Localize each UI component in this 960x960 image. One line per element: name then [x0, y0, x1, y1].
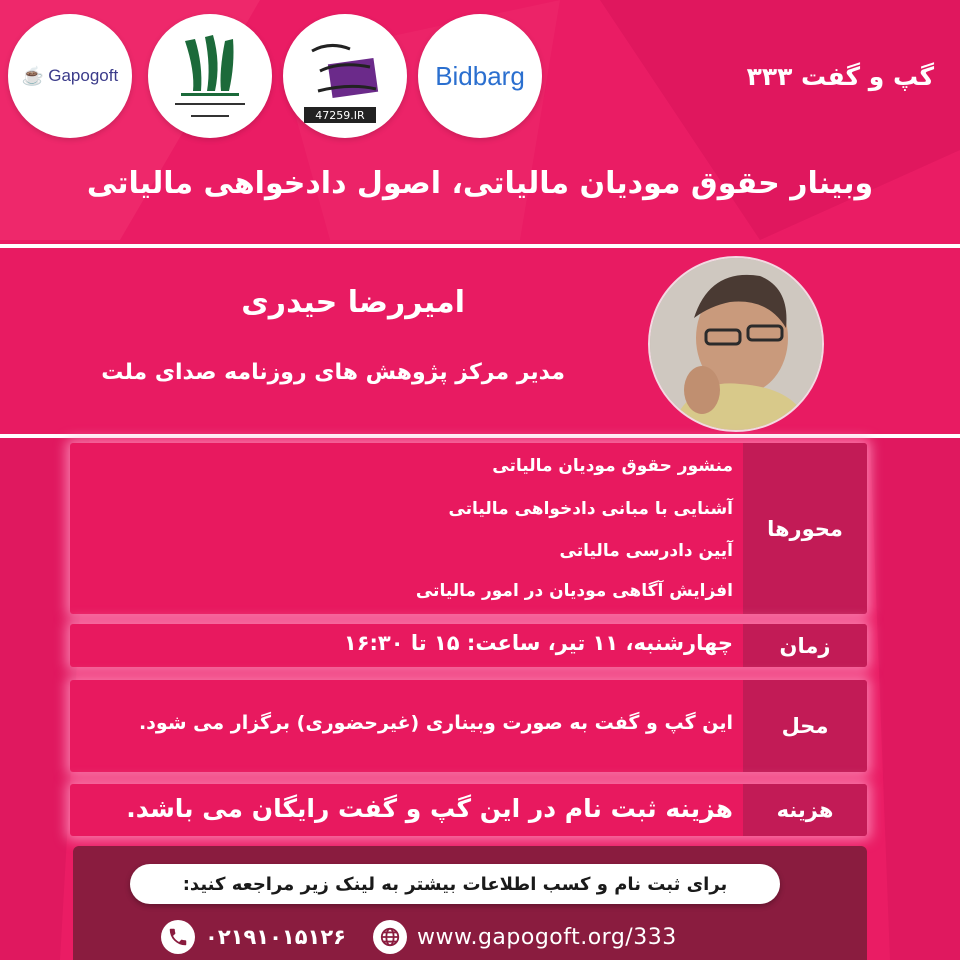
bidbarg-logo-text: Bidbarg [435, 60, 525, 91]
list-item: افزایش آگاهی مودیان در امور مالیاتی [415, 581, 733, 601]
speaker-photo [648, 256, 824, 432]
list-item: آیین دادرسی مالیاتی [559, 541, 733, 561]
speaker-portrait [650, 258, 822, 430]
footer [73, 846, 867, 960]
registration-callout: برای ثبت نام و کسب اطلاعات بیشتر به لینک زیر مراجعه کنید: [130, 864, 780, 904]
time-label: زمان [743, 624, 867, 667]
bidbarg-logo [418, 14, 542, 138]
cost-content [90, 784, 733, 836]
gapogoft-logo [8, 14, 132, 138]
ehsan-site-text: 47259.IR [315, 109, 365, 122]
list-item: آشنایی با مبانی دادخواهی مالیاتی [448, 499, 733, 519]
place-label: محل [743, 680, 867, 772]
website-link[interactable] [373, 920, 677, 954]
header [0, 0, 960, 240]
globe-icon [373, 920, 407, 954]
place-content [90, 680, 733, 772]
phone-number: ۰۲۱۹۱۰۱۵۱۲۶ [205, 925, 346, 949]
cost-value: هزینه ثبت نام در این گپ و گفت رایگان می باشد. [126, 794, 733, 823]
topics-label: محورها [743, 443, 867, 614]
ehsan-logo [283, 14, 407, 138]
cost-row [70, 784, 867, 836]
gapogoft-logo-text: Gapogoft [48, 66, 119, 85]
list-item: منشور حقوق مودیان مالیاتی [492, 456, 733, 476]
place-value: این گپ و گفت به صورت وبیناری (غیرحضوری) برگزار می شود. [138, 712, 733, 734]
cost-label: هزینه [743, 784, 867, 836]
website-url: www.gapogoft.org/333 [417, 924, 677, 950]
cup-icon: ☕ [21, 65, 45, 86]
divider [0, 434, 960, 438]
computer-guild-logo [148, 14, 272, 138]
phone-contact[interactable] [161, 920, 346, 954]
speaker-name: امیررضا حیدری [241, 285, 465, 320]
series-title: گپ و گفت ۳۳۳ [746, 62, 934, 91]
time-value: چهارشنبه، ۱۱ تیر، ساعت: ۱۵ تا ۱۶:۳۰ [343, 631, 733, 655]
place-row [70, 680, 867, 772]
topics-list [90, 443, 733, 614]
guild-emblem-icon [155, 21, 265, 131]
speaker-role: مدیر مرکز پژوهش های روزنامه صدای ملت [101, 360, 565, 385]
time-content [90, 624, 733, 667]
time-row [70, 624, 867, 667]
webinar-title: وبینار حقوق مودیان مالیاتی، اصول دادخواهی مالیاتی [86, 166, 874, 201]
ehsan-emblem-icon [290, 21, 400, 131]
phone-icon [161, 920, 195, 954]
topics-row [70, 443, 867, 614]
